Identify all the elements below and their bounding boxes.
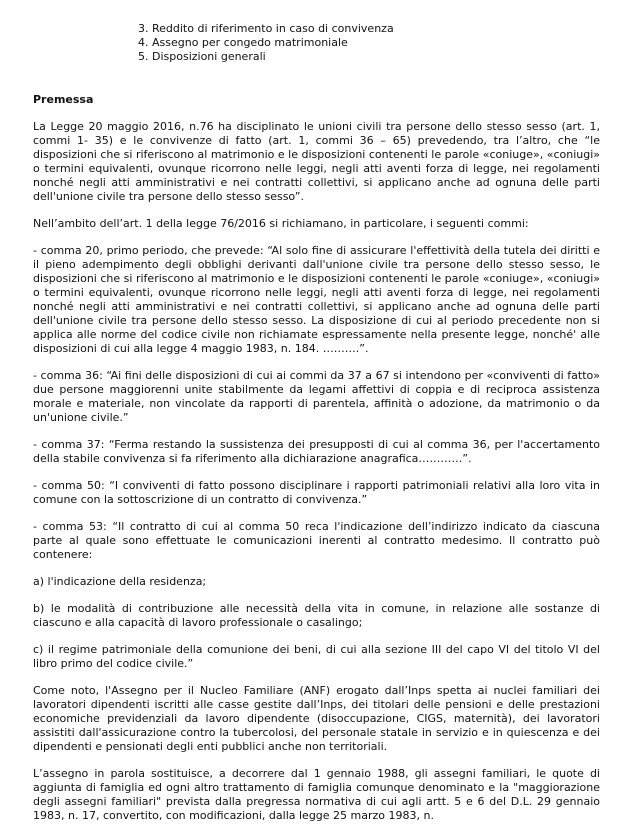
comma-50: - comma 50: “I conviventi di fatto possono disciplinare i rapporti patrimoniali relativi alla loro vita in comune con la sottoscrizione di un contratto di convivenza.”	[33, 479, 600, 506]
paragraph: Come noto, l'Assegno per il Nucleo Familiare (ANF) erogato dall’Inps spetta ai nuclei familiari dei lavoratori dipendenti iscritti alle casse gestite dall’Inps, dei titolari delle pensioni e delle prestazioni economiche previdenziali da lavoro dipendente (disoccupazione, CIGS, maternità), dei lavoratori assistiti dall'assicurazione contro la tubercolosi, del personale statale in servizio e in quiescenza e dei dipendenti e pensionati degli enti pubblici anche non territoriali.	[33, 684, 600, 753]
comma-37: - comma 37: “Ferma restando la sussistenza dei presupposti di cui al comma 36, per l'accertamento della stabile convivenza si fa riferimento alla dichiarazione anagrafica…………”.	[33, 438, 600, 465]
comma-53-b: b) le modalità di contribuzione alle necessità della vita in comune, in relazione alle sostanze di ciascuno e alla capacità di lavoro professionale o casalingo;	[33, 602, 600, 629]
list-item: 4. Assegno per congedo matrimoniale	[138, 36, 348, 49]
comma-53-text: - comma 53: “Il contratto di cui al comma 50 reca l'indicazione dell’indirizzo indicato da ciascuna parte al quale sono effettuate le comunicazioni inerenti al contratto medesimo. Il contratto può contenere:	[33, 520, 600, 561]
paragraph: Nell’ambito dell’art. 1 della legge 76/2016 si richiamano, in particolare, i seguenti commi:	[33, 217, 529, 230]
comma-53-c: c) il regime patrimoniale della comunione dei beni, di cui alla sezione III del capo VI del titolo VI del libro primo del codice civile.”	[33, 643, 600, 670]
paragraph: L’assegno in parola sostituisce, a decorrere dal 1 gennaio 1988, gli assegni familiari, le quote di aggiunta di famiglia ed ogni altro trattamento di famiglia comunque denominato e la "maggiorazione degli assegni familiari" prevista dalla pregressa normativa di cui agli artt. 5 e 6 del D.L. 29 gennaio 1983, n. 17, convertito, con modificazioni, dalla legge 25 marzo 1983, n.	[33, 767, 600, 822]
section-heading: Premessa	[33, 93, 94, 106]
comma-53-a: a) l'indicazione della residenza;	[33, 575, 207, 588]
comma-53	[33, 520, 600, 671]
paragraph: La Legge 20 maggio 2016, n.76 ha disciplinato le unioni civili tra persone dello stesso sesso (art. 1, commi 1- 35) e le convivenze di fatto (art. 1, commi 36 – 65) prevedendo, tra l’altro, che “le disposizioni che si riferiscono al matrimonio e le disposizioni contenenti le parole «coniuge», «coniugi» o termini equivalenti, ovunque ricorrono nelle leggi, negli atti aventi forza di legge, nei regolamenti nonché negli atti amministrativi e nei contratti collettivi, si applicano anche ad ognuna delle parti dell'unione civile tra persone dello stesso sesso”.	[33, 120, 600, 203]
list-item: 3. Reddito di riferimento in caso di convivenza	[138, 22, 394, 35]
section-list	[138, 22, 394, 64]
document-body	[33, 93, 600, 836]
list-item: 5. Disposizioni generali	[138, 50, 266, 63]
comma-36: - comma 36: “Ai fini delle disposizioni di cui ai commi da 37 a 67 si intendono per «conviventi di fatto» due persone maggiorenni unite stabilmente da legami affettivi di coppia e di reciproca assistenza morale e materiale, non vincolate da rapporti di parentela, affinità o adozione, da matrimonio o da un'unione civile.”	[33, 369, 600, 424]
comma-20: - comma 20, primo periodo, che prevede: “Al solo fine di assicurare l'effettività della tutela dei diritti e il pieno adempimento degli obblighi derivanti dall'unione civile tra persone dello stesso sesso, le disposizioni che si riferiscono al matrimonio e le disposizioni contenenti le parole «coniuge», «coniugi» o termini equivalenti, ovunque ricorrono nelle leggi, negli atti aventi forza di legge, nei regolamenti nonché negli atti amministrativi e nei contratti collettivi, si applicano anche ad ognuna delle parti dell'unione civile tra persone dello stesso sesso. La disposizione di cui al periodo precedente non si applica alle norme del codice civile non richiamate espressamente nella presente legge, nonché' alle disposizioni di cui alla legge 4 maggio 1983, n. 184. ……….”.	[33, 244, 600, 355]
